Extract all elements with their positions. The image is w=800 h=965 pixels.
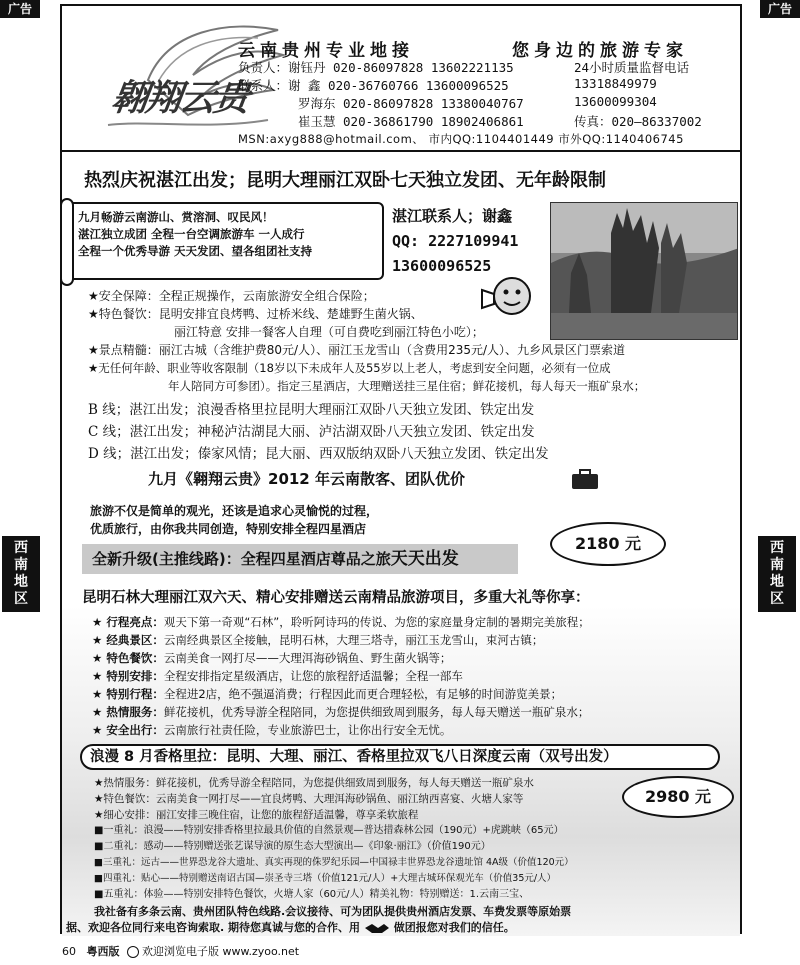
feature-key: ★ 特色餐饮： [92, 651, 164, 665]
feature-value: 全程进2店，绝不强逼消费；行程因此而更合理轻松，有足够的时间游览美景； [163, 687, 563, 701]
contact-row-4: 崔玉慧 020-36861790 18902406861 [298, 114, 524, 129]
site-link[interactable]: 欢迎浏览电子版 www.zyoo.net [142, 945, 300, 958]
feature-key: ★ 安全出行： [92, 723, 164, 737]
feature-value: 云南美食一网打尽——大理洱海砂锅鱼、野生菌火锅等； [163, 651, 452, 665]
contact-row-4-right: 传真：020—86337002 [574, 114, 702, 129]
section2-note: 旅游不仅是简单的观光，还该是追求心灵愉悦的过程， [90, 504, 379, 518]
section3-title: 昆明石林大理丽江双六天、精心安排赠送云南精品旅游项目，多重大礼等你享： [82, 590, 590, 606]
contact-row-3: 罗海东 020-86097828 13380040767 [298, 96, 524, 111]
footer-line-2-wrap [62, 920, 740, 936]
section4-line: ■五重礼：体验——特别安排特色餐饮，火塘人家（60元/人）精美礼物：特别赠送：1.云南三宝、 [94, 889, 530, 900]
contact-row-3-right: 13600099304 [574, 94, 657, 109]
feature-key: ★ 热情服务： [92, 705, 164, 719]
feature-value: 全程安排指定星级酒店，让您的旅程舒适温馨；全程一部车 [163, 669, 463, 683]
banner-bold: 天天出发 [390, 549, 459, 569]
feature-item [92, 632, 543, 648]
section4-line: ★热情服务：鲜花接机，优秀导游全程陪同，为您提供细致周到服务，每人每天赠送一瓶矿泉水 [94, 777, 534, 789]
msn-qq-line: MSN:axyg888@hotmail.com、 市内QQ:1104401449 市外QQ:1140406745 [238, 132, 684, 146]
feature-value: 鲜花接机，优秀导游全程陪同，为您提供细致周到服务，每人每天赠送一瓶矿泉水； [163, 705, 590, 719]
route-d: D 线；湛江出发；傣家风情；昆大丽、西双版纳双卧八天独立发团、铁定出发 [88, 446, 549, 462]
handshake-icon [364, 922, 390, 934]
scroll-icon [60, 198, 74, 286]
feature-item [92, 614, 590, 630]
ad-label-left: 广告 [0, 0, 40, 18]
section2-banner [82, 544, 518, 574]
section1-line: ★安全保障：全程正规操作，云南旅游安全组合保险； [88, 289, 375, 303]
feature-value: 云南旅行社责任险，专业旅游巴士，让你出行安全无忧。 [163, 723, 452, 737]
section4-line: ★特色餐饮：云南美食一网打尽——宜良烤鸭、大理洱海砂锅鱼、丽江纳西喜宴、火塘人家等 [94, 793, 524, 805]
section1-line: 年人陪同方可参团）。指定三星酒店，大理赠送挂三星住宿；鲜花接机，每人每天一瓶矿泉水； [168, 379, 646, 393]
contact-row-2-right: 13318849979 [574, 76, 657, 91]
feature-value: 云南经典景区全接触，昆明石林，大理三塔寺，丽江玉龙雪山，束河古镇； [163, 633, 544, 647]
page-number: 60 [62, 945, 76, 958]
section1-line: ★无任何年龄、职业等收客限制（18岁以下未成年人及55岁以上老人，考虑到安全问题，必须有一位成 [88, 361, 611, 375]
suitcase-icon [570, 468, 600, 490]
ad-frame [60, 4, 742, 934]
feature-item [92, 704, 589, 720]
feature-key: ★ 特别行程： [92, 687, 164, 701]
side-label-right [758, 536, 796, 612]
section4-line: ■三重礼：远古——世界恐龙谷大遗址、真实再现的侏罗纪乐园—中国禄丰世界恐龙谷遗址馆 4A级（价值120元） [94, 857, 574, 868]
section2-note: 优质旅行，由你我共同创造，特别安排全程四星酒店 [90, 522, 367, 536]
contact-name: 湛江联系人；谢鑫 [392, 207, 513, 225]
edition-brand: 粤西版 [86, 945, 120, 958]
feature-item [92, 722, 451, 738]
bubble-line: 全程一个优秀导游 天天发团、望各组团社支持 [78, 244, 313, 258]
side-label-text: 西南地区 [14, 540, 28, 607]
section1-title: 热烈庆祝湛江出发；昆明大理丽江双卧七天独立发团、无年龄限制 [84, 170, 606, 191]
section4-title: 浪漫 8 月香格里拉：昆明、大理、丽江、香格里拉双飞八日深度云南（双号出发） [80, 744, 720, 770]
megaphone-smiley-icon [480, 274, 532, 318]
footer-line-2: 据、欢迎各位同行来电咨询索取. 期待您真诚与您的合作、用 [66, 921, 361, 934]
banner-text: 全新升级(主推线路)：全程四星酒店尊品之旅 [92, 550, 391, 568]
ad-label-right: 广告 [760, 0, 800, 18]
section1-bubble [66, 202, 384, 280]
route-c: C 线；湛江出发；神秘泸沽湖昆大丽、泸沽湖双卧八天独立发团、铁定出发 [88, 424, 535, 440]
price-badge-1: 2180 元 [550, 522, 666, 566]
circle-logo-icon [127, 946, 139, 958]
logo-text: 翱翔云贵 [108, 77, 251, 119]
slogan-right: 您身边的旅游专家 [512, 41, 688, 61]
contact-row-1: 负责人：谢钰丹 020-86097828 13602221135 [238, 60, 514, 75]
slogan-left: 云南贵州专业地接 [238, 41, 414, 61]
header [62, 6, 740, 152]
contact-row-1-right: 24小时质量监督电话 [574, 60, 690, 75]
feature-key: ★ 行程亮点： [92, 615, 164, 629]
section1-line: ★特色餐饮：昆明安排宜良烤鸭、过桥米线、楚雄野生菌火锅、 [88, 307, 423, 321]
footer-line-1: 我社备有多条云南、贵州团队特色线路.会议接待、可为团队提供贵州酒店发票、车费发票等原始票 [94, 905, 572, 918]
section4-line: ■一重礼：浪漫——特别安排香格里拉最具价值的自然景观—普达措森林公园（190元）+虎跳峡（65元） [94, 825, 564, 836]
section2-title: 九月《翱翔云贵》2012 年云南散客、团队优价 [148, 470, 465, 488]
price-badge-2: 2980 元 [622, 776, 734, 818]
stone-forest-image [551, 203, 738, 340]
feature-value: 观天下第一奇观“石林”，聆听阿诗玛的传说、为您的家庭量身定制的暑期完美旅程； [163, 615, 590, 629]
feature-key: ★ 经典景区： [92, 633, 164, 647]
bubble-line: 九月畅游云南游山、赏溶洞、叹民风！ [78, 210, 274, 224]
contact-phone: 13600096525 [392, 257, 492, 275]
section4-line: ■二重礼：感动——特别赠送张艺谋导演的原生态大型演出—《印象·丽江》（价值190元） [94, 841, 491, 852]
side-label-text: 西南地区 [770, 540, 784, 607]
contact-qq: QQ: 2227109941 [392, 232, 519, 250]
contact-row-2: 联系人：谢 鑫 020-36760766 13600096525 [238, 78, 509, 93]
footer-note [62, 904, 740, 932]
section4-line: ■四重礼：贴心——特别赠送南诏古国—崇圣寺三塔（价值121元/人）+大理古城环保观光车（价值35元/人） [94, 873, 557, 884]
feature-item [92, 686, 562, 702]
feature-item [92, 650, 451, 666]
footer-line-2-end: 做团报您对我们的信任。 [393, 921, 515, 934]
page-footer [62, 943, 299, 959]
section4-line: ★细心安排：丽江安排三晚住宿，让您的旅程舒适温馨，尊享柔软旅程 [94, 809, 419, 821]
zhanjiang-contact [392, 204, 518, 279]
section1-line: 丽江特意 安排一餐客人自理（可自费吃到丽江特色小吃）； [174, 325, 484, 339]
bubble-line: 湛江独立成团 全程一台空调旅游车 一人成行 [78, 227, 305, 241]
side-label-left [2, 536, 40, 612]
feature-key: ★ 特别安排： [92, 669, 164, 683]
section1-line: ★景点精髓：丽江古城（含维护费80元/人）、丽江玉龙雪山（含费用235元/人）、九乡风景区门票索道 [88, 343, 626, 357]
stone-forest-photo [550, 202, 738, 340]
feature-item [92, 668, 463, 684]
route-b: B 线；湛江出发；浪漫香格里拉昆明大理丽江双卧八天独立发团、铁定出发 [88, 402, 535, 418]
